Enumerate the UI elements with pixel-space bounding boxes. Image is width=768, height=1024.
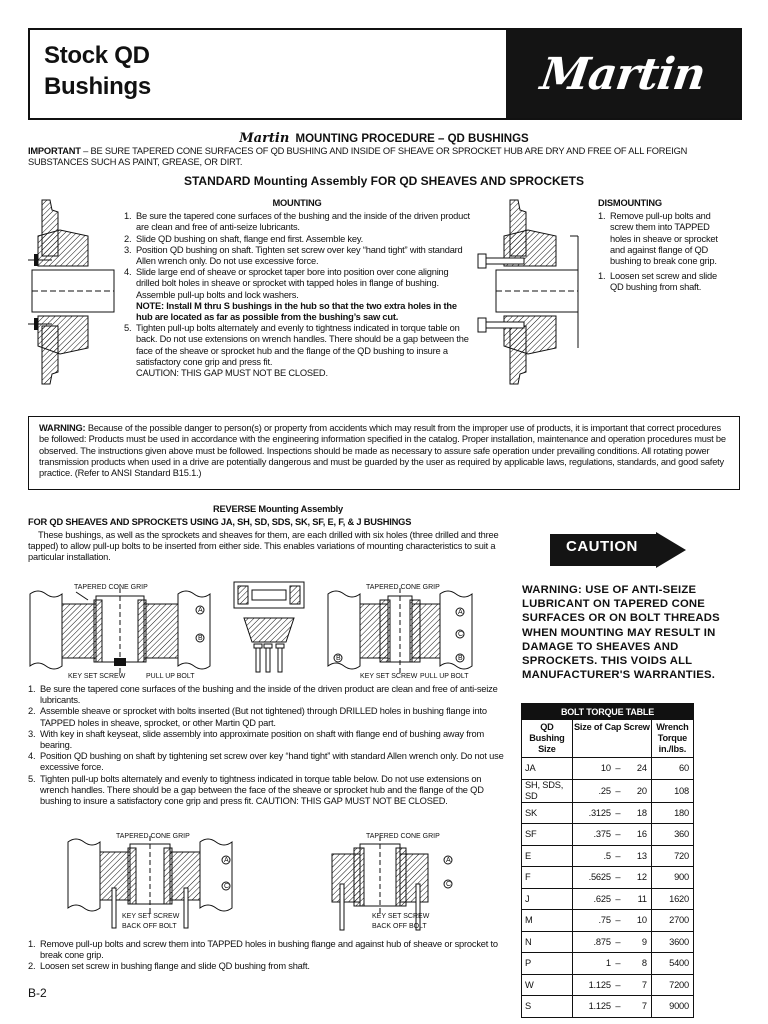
wrench-torque: 108 — [651, 779, 693, 802]
svg-text:KEY SET SCREW: KEY SET SCREW — [68, 673, 126, 680]
standard-mount-diagram — [28, 196, 120, 386]
reverse-mount-diagrams — [28, 578, 512, 682]
reverse-mounting-steps — [28, 684, 506, 807]
wrench-torque: 360 — [651, 824, 693, 846]
reverse-step: 5. Tighten pull-up bolts alternately and evenly to tightness indicated in torque table below. Do not use extensions on wrench handles. There should be a gap between the face of the sheave or sprocket hub and the flange of the QD bushing to insure a satisfactory cone grip and press fit. CAUTION: THIS GAP MUST NOT BE CLOSED. — [28, 773, 484, 807]
mounting-step: 2. Slide QD bushing on shaft, flange end first. Assemble key. — [124, 233, 363, 244]
brand-mini-logo: Martin — [239, 131, 290, 146]
cap-screw-size: .625 – 11 — [572, 888, 651, 910]
reverse-step: 4. Position QD bushing on shaft by tightening set screw over key “hand tight” with standard Allen wrench only. Do not use excessive force. — [28, 751, 504, 773]
table-row — [522, 824, 694, 846]
svg-text:PULL UP BOLT: PULL UP BOLT — [146, 673, 195, 680]
reverse-dismount-step: 1. Remove pull-up bolts and screw them into TAPPED holes in bushing flange and against hub of sheave or sprocket to break cone grip. — [28, 939, 498, 961]
bushing-size: SH, SDS, SD — [522, 779, 573, 802]
bushing-size: SF — [522, 824, 573, 846]
table-row — [522, 931, 694, 953]
cap-screw-size: 1 – 8 — [572, 953, 651, 975]
wrench-torque: 900 — [651, 867, 693, 889]
bushing-size: W — [522, 974, 573, 996]
reverse-step: 3. With key in shaft keyseat, slide assembly into approximate position on shaft with flange end of bushing away from bearing. — [28, 728, 485, 751]
bushing-size: S — [522, 996, 573, 1018]
warning-text: Because of the possible danger to person(s) or property from accidents which may result from the improper use of products, it is important that correct procedures be followed: Products must be used in accordance with the engineering information specified in the catalog. Proper installation, maintenance and operation procedures must be observed. The instructions given above must be followed. Inspections should be made as necessary to assure safe operation under prevailing conditions. All rotating power transmission products when used in a drive are potentially dangerous and must be guarded by the user as required by applicable laws, regulations, standards, and good safety practice. (Refer to ANSI Standard B15.1.) — [39, 423, 726, 479]
wrench-torque: 7200 — [651, 974, 693, 996]
wrench-torque: 9000 — [651, 996, 693, 1018]
reverse-diagram-right — [328, 584, 472, 680]
cap-screw-size: .75 – 10 — [572, 910, 651, 932]
standard-dismounting-section — [598, 198, 718, 294]
reverse-intro: These bushings, as well as the sprockets and sheaves for them, are each drilled with six holes (three drilled and three tapped) to allow pull-up bolts to be inserted from either side. This enables variations of mounting characteristics to suit a particular installation. — [28, 530, 499, 563]
reverse-dismount-steps — [28, 939, 506, 973]
dismounting-step: 1. Remove pull-up bolts and screw them into TAPPED holes in sheave or sprocket and against flange of QD bushing to break cone grip. — [598, 211, 718, 267]
cap-screw-size: .5 – 13 — [572, 845, 651, 867]
reverse-dismount-left — [68, 833, 232, 930]
dismounting-heading: DISMOUNTING — [598, 198, 662, 208]
bushing-size: F — [522, 867, 573, 889]
mounting-heading: MOUNTING — [272, 198, 322, 208]
anti-seize-warning: WARNING: USE OF ANTI-SEIZE LUBRICANT ON TAPERED CONE SURFACES OR ON BOLT THREADS WHEN MOUNTING MAY RESULT IN DAMAGE TO SHEAVES AND SPROCKETS. THIS VOIDS ALL MANUFACTURER'S WARRANTIES. — [522, 584, 720, 682]
cap-screw-size: .5625 – 12 — [572, 867, 651, 889]
standard-dismount-diagram — [474, 196, 594, 386]
bushing-size: E — [522, 845, 573, 867]
cap-screw-size: .875 – 9 — [572, 931, 651, 953]
svg-text:A: A — [446, 857, 451, 864]
brand-logo-text: Martin — [537, 48, 709, 100]
svg-text:BACK OFF BOLT: BACK OFF BOLT — [372, 923, 427, 930]
important-notice — [28, 146, 740, 168]
table-row — [522, 758, 694, 780]
important-label: IMPORTANT — [28, 146, 81, 156]
svg-text:TAPERED CONE GRIP: TAPERED CONE GRIP — [116, 833, 190, 840]
torque-table-body — [522, 758, 694, 1018]
wrench-torque: 720 — [651, 845, 693, 867]
cap-screw-size: 10 – 24 — [572, 758, 651, 780]
svg-text:TAPERED CONE GRIP: TAPERED CONE GRIP — [366, 833, 440, 840]
svg-text:B: B — [336, 655, 341, 662]
bushing-size: N — [522, 931, 573, 953]
warning-label: WARNING: — [39, 423, 86, 433]
bushing-size: M — [522, 910, 573, 932]
reverse-title: REVERSE Mounting Assembly — [213, 504, 343, 514]
svg-text:TAPERED CONE GRIP: TAPERED CONE GRIP — [366, 584, 440, 591]
bushing-size: P — [522, 953, 573, 975]
safety-warning-box — [28, 416, 740, 490]
table-row — [522, 888, 694, 910]
procedure-title-text: MOUNTING PROCEDURE – QD BUSHINGS — [295, 133, 529, 145]
svg-text:B: B — [198, 635, 203, 642]
table-row — [522, 779, 694, 802]
dismounting-step: 1. Loosen set screw and slide QD bushing from shaft. — [598, 271, 717, 293]
col-wrench-torque: Wrench Torque in./lbs. — [651, 720, 693, 758]
cap-screw-size: .375 – 16 — [572, 824, 651, 846]
bushing-size: J — [522, 888, 573, 910]
wrench-torque: 1620 — [651, 888, 693, 910]
svg-text:TAPERED CONE GRIP: TAPERED CONE GRIP — [74, 584, 148, 591]
mounting-note: NOTE: Install M thru S bushings in the hub so that the two extra holes in the hub are located as far as possible from the bushing’s saw cut. — [136, 300, 457, 323]
mounting-steps — [124, 211, 470, 379]
col-cap-screw: Size of Cap Screw — [572, 720, 651, 758]
caution-word: CAUTION — [566, 538, 638, 555]
cap-screw-size: 1.125 – 7 — [572, 996, 651, 1018]
reverse-step: 2. Assemble sheave or sprocket with bolts inserted (But not tightened) through DRILLED holes in bushing flange into TAPPED holes in sheave, sprocket, or other Martin QD part. — [28, 706, 487, 728]
dismounting-steps — [598, 211, 718, 293]
reverse-dismount-diagrams — [60, 828, 480, 934]
brand-logo — [506, 30, 740, 118]
standard-mounting-section — [124, 198, 470, 379]
bushing-size: JA — [522, 758, 573, 780]
page-header — [28, 28, 742, 120]
mounting-step: 3. Position QD bushing on shaft. Tighten set screw over key “hand tight” with standard Allen wrench only. Do not use excessive force. — [124, 244, 463, 267]
svg-text:C: C — [224, 883, 230, 890]
svg-text:A: A — [458, 609, 463, 616]
reverse-dismount-step: 2. Loosen set screw in bushing flange and slide QD bushing from shaft. — [28, 961, 310, 972]
page-title-line1: Stock QD — [44, 42, 150, 69]
reverse-dismount-right — [332, 833, 452, 930]
table-row — [522, 953, 694, 975]
page-number: B-2 — [28, 986, 47, 1000]
table-row — [522, 845, 694, 867]
reverse-step: 1. Be sure the tapered cone surfaces of the bushing and the inside of the driven product are clean and free of anti-seize lubricants. — [28, 684, 498, 706]
mounting-step: 5. Tighten pull-up bolts alternately and evenly to tightness indicated in torque table on back. Do not use extensions on wrench handles. There should be a gap between the face of the sheave or sprocket hub and the flange of the QD bushing to insure a satisfactory cone grip and press fit. CAUTION: THIS GAP MUST NOT BE CLOSED. — [124, 323, 469, 379]
svg-text:A: A — [198, 607, 203, 614]
svg-text:B: B — [458, 655, 463, 662]
cap-screw-size: .3125 – 18 — [572, 802, 651, 824]
cap-screw-size: 1.125 – 7 — [572, 974, 651, 996]
wrench-torque: 5400 — [651, 953, 693, 975]
wrench-torque: 60 — [651, 758, 693, 780]
reverse-diagram-middle — [234, 582, 304, 672]
mounting-step: 1. Be sure the tapered cone surfaces of the bushing and the inside of the driven product are clean and free of anti-seize lubricants. — [124, 211, 470, 233]
mounting-step: 4. Slide large end of sheave or sprocket taper bore into position over cone aligning drilled bolt holes in sheave or sprocket with tapped holes in flange of bushing. Assemble pull-up bolts and lock washers. NOTE: Install M thru S bushings in the hub so that the two extra holes in the hub are located as far as possible from the bushing’s saw cut. — [124, 267, 457, 323]
reverse-diagram-left — [30, 584, 210, 680]
table-row — [522, 996, 694, 1018]
table-row — [522, 974, 694, 996]
standard-title: STANDARD Mounting Assembly FOR QD SHEAVES AND SPROCKETS — [183, 174, 585, 188]
bolt-torque-table — [521, 703, 694, 1018]
procedure-title — [0, 131, 768, 146]
svg-text:BACK OFF BOLT: BACK OFF BOLT — [122, 923, 177, 930]
wrench-torque: 3600 — [651, 931, 693, 953]
table-row — [522, 910, 694, 932]
table-row — [522, 867, 694, 889]
caution-banner — [548, 532, 690, 572]
svg-text:C: C — [446, 881, 452, 888]
torque-table-caption: BOLT TORQUE TABLE — [522, 704, 694, 720]
svg-text:KEY SET SCREW: KEY SET SCREW — [360, 673, 418, 680]
table-row — [522, 802, 694, 824]
cap-screw-size: .25 – 20 — [572, 779, 651, 802]
svg-text:C: C — [458, 631, 464, 638]
bushing-size: SK — [522, 802, 573, 824]
col-bushing-size: QD Bushing Size — [522, 720, 573, 758]
svg-text:A: A — [224, 857, 229, 864]
wrench-torque: 180 — [651, 802, 693, 824]
page-title-line2: Bushings — [44, 73, 151, 100]
wrench-torque: 2700 — [651, 910, 693, 932]
reverse-subtitle: FOR QD SHEAVES AND SPROCKETS USING JA, SH, SD, SDS, SK, SF, E, F, & J BUSHINGS — [28, 517, 412, 527]
svg-text:KEY SET SCREW: KEY SET SCREW — [372, 913, 430, 920]
gap-caution: CAUTION: THIS GAP MUST NOT BE CLOSED. — [136, 368, 328, 379]
page-title — [44, 40, 151, 102]
svg-text:PULL UP BOLT: PULL UP BOLT — [420, 673, 469, 680]
svg-text:KEY SET SCREW: KEY SET SCREW — [122, 913, 180, 920]
important-text: – BE SURE TAPERED CONE SURFACES OF QD BUSHING AND INSIDE OF SHEAVE OR SPROCKET HUB ARE DRY AND FREE OF ALL FOREIGN SUBSTANCES SUCH AS PAINT, GREASE, OR DIRT. — [28, 146, 688, 168]
